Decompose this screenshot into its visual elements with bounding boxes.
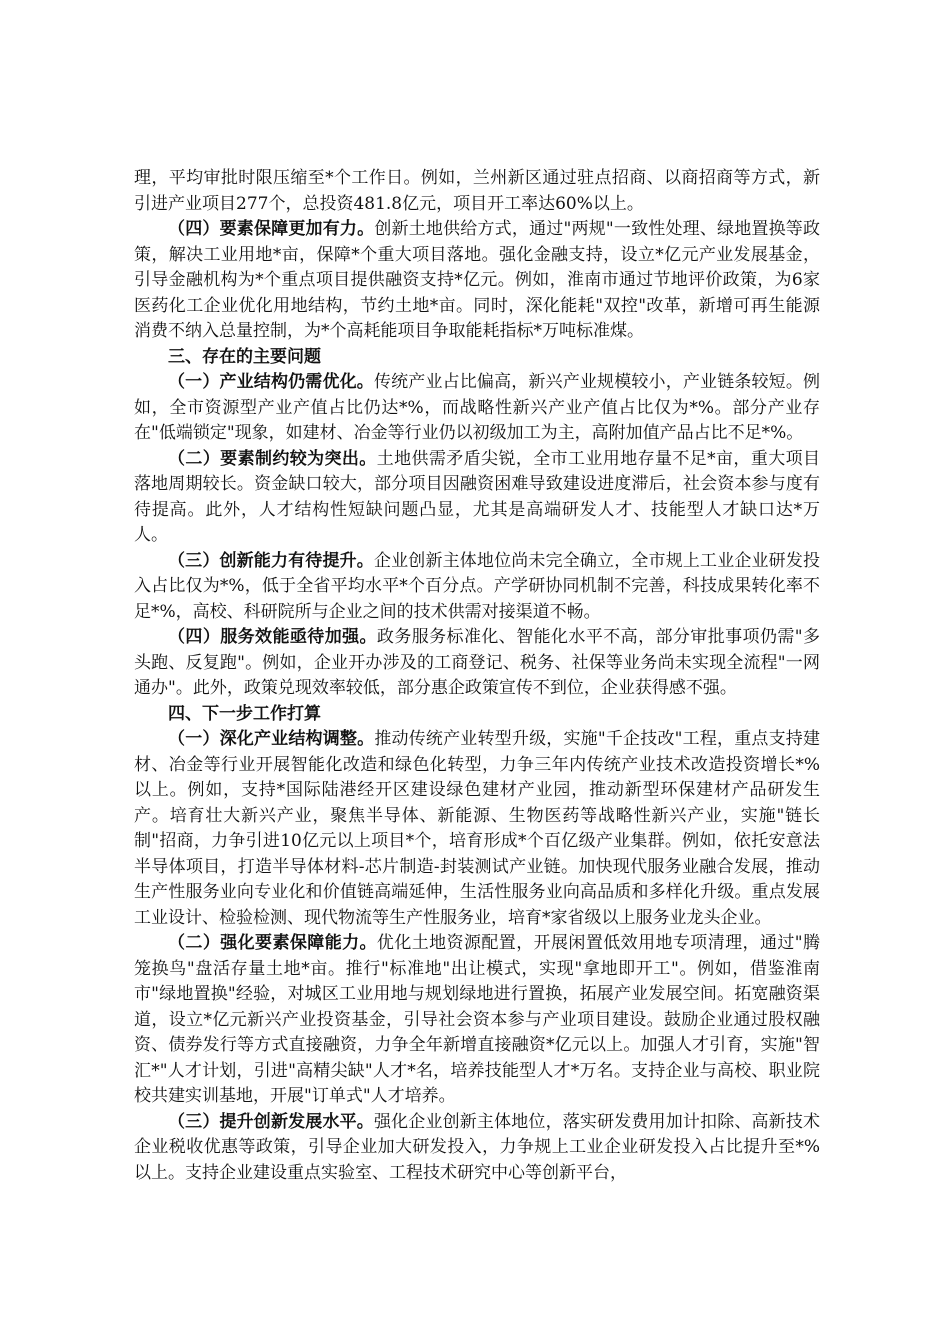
document-page <box>134 166 820 1186</box>
paragraph-lead: （三）提升创新发展水平。 <box>168 1111 374 1132</box>
body-paragraph: （二）要素制约较为突出。土地供需矛盾尖锐，全市工业用地存量不足*亩，重大项目落地周期较长。资金缺口较大，部分项目因融资困难导致建设进度滞后，社会资本参与度有待提高。此外，人才结构性短缺问题凸显，尤其是高端研发人才、技能型人才缺口达*万人。 <box>134 448 820 545</box>
section-heading: 三、存在的主要问题 <box>168 346 321 367</box>
body-paragraph: （一）产业结构仍需优化。传统产业占比偏高，新兴产业规模较小，产业链条较短。例如，全市资源型产业产值占比仍达*%，而战略性新兴产业产值占比仅为*%。部分产业存在"低端锁定"现象，如建材、冶金等行业仍以初级加工为主，高附加值产品占比不足*%。 <box>134 372 821 443</box>
body-paragraph: （三）提升创新发展水平。强化企业创新主体地位，落实研发费用加计扣除、高新技术企业税收优惠等政策，引导企业加大研发投入，力争规上工业企业研发投入占比提升至*%以上。支持企业建设重点实验室、工程技术研究中心等创新平台， <box>134 1111 821 1183</box>
body-paragraph: （四）要素保障更加有力。创新土地供给方式，通过"两规"一致性处理、绿地置换等政策，解决工业用地*亩，保障*个重大项目落地。强化金融支持，设立*亿元产业发展基金，引导金融机构为*个重点项目提供融资支持*亿元。例如，淮南市通过节地评价政策，为6家医药化工企业优化用地结构，节约土地*亩。同时，深化能耗"双控"改革，新增可再生能源消费不纳入总量控制，为*个高耗能项目争取能耗指标*万吨标准煤。 <box>134 219 821 341</box>
body-paragraph: （二）强化要素保障能力。优化土地资源配置，开展闲置低效用地专项清理，通过"腾笼换鸟"盘活存量土地*亩。推行"标准地"出让模式，实现"拿地即开工"。例如，借鉴淮南市"绿地置换"经验，对城区工业用地与规划绿地进行置换，拓展产业发展空间。拓宽融资渠道，设立*亿元新兴产业投资基金，引导社会资本参与产业项目建设。鼓励企业通过股权融资、债券发行等方式直接融资，力争全年新增直接融资*亿元以上。加强人才引育，实施"智汇*"人才计划，引进"高精尖缺"人才*名，培养技能型人才*万名。支持企业与高校、职业院校共建实训基地，开展"订单式"人才培养。 <box>134 933 820 1106</box>
paragraph-lead: （一）深化产业结构调整。 <box>168 729 375 749</box>
body-paragraph: （一）深化产业结构调整。推动传统产业转型升级，实施"千企技改"工程，重点支持建材、冶金等行业开展智能化改造和绿色化转型，力争三年内传统产业技术改造投资增长*%以上。例如，支持*国际陆港经开区建设绿色建材产业园，推动新型环保建材产品研发生产。培育壮大新兴产业，聚焦半导体、新能源、生物医药等战略性新兴产业，实施"链长制"招商，力争引进10亿元以上项目*个，培育形成*个百亿级产业集群。例如，依托安意法半导体项目，打造半导体材料-芯片制造-封装测试产业链。加快现代服务业融合发展，推动生产性服务业向专业化和价值链高端延伸，生活性服务业向高品质和多样化升级。重点发展工业设计、检验检测、现代物流等生产性服务业，培育*家省级以上服务业龙头企业。 <box>134 729 821 928</box>
paragraph-lead: （四）要素保障更加有力。 <box>168 219 375 239</box>
body-paragraph: （四）服务效能亟待加强。政务服务标准化、智能化水平不高，部分审批事项仍需"多头跑、反复跑"。例如，企业开办涉及的工商登记、税务、社保等业务尚未实现全流程"一网通办"。此外，政策兑现效率较低，部分惠企政策宣传不到位，企业获得感不强。 <box>134 627 820 698</box>
body-paragraph: 理，平均审批时限压缩至*个工作日。例如，兰州新区通过驻点招商、以商招商等方式，新引进产业项目277个，总投资481.8亿元，项目开工率达60%以上。 <box>134 168 820 214</box>
paragraph-lead: （三）创新能力有待提升。 <box>168 550 374 571</box>
paragraph-lead: （二）强化要素保障能力。 <box>168 933 377 953</box>
section-heading: 四、下一步工作打算 <box>168 703 321 724</box>
paragraph-lead: （四）服务效能亟待加强。 <box>168 627 377 647</box>
paragraph-lead: （一）产业结构仍需优化。 <box>168 372 374 392</box>
paragraph-lead: （二）要素制约较为突出。 <box>168 448 377 469</box>
body-paragraph: （三）创新能力有待提升。企业创新主体地位尚未完全确立，全市规上工业企业研发投入占比仅为*%，低于全省平均水平*个百分点。产学研协同机制不完善，科技成果转化率不足*%，高校、科研院所与企业之间的技术供需对接渠道不畅。 <box>134 550 821 622</box>
